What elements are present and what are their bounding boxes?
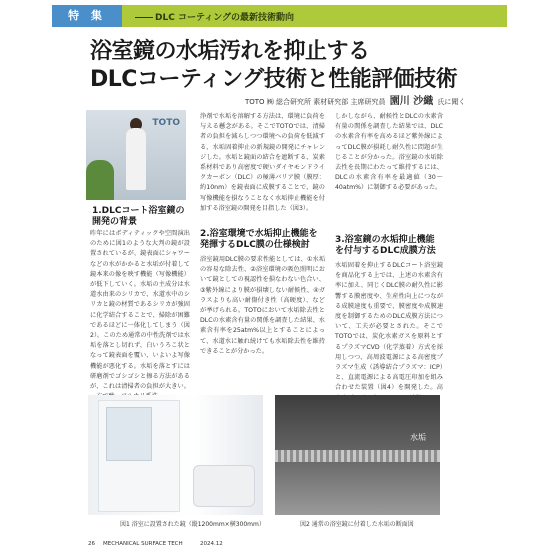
header-rule-left [135, 17, 153, 18]
bathtub-shape [193, 465, 255, 507]
section-heading-1: 1.DLCコート浴室鏡の開発の背景 [92, 206, 185, 227]
figure-1-bathroom-mirror [88, 395, 263, 515]
byline-suffix: 氏に聞く [437, 98, 466, 106]
feature-tag: 特 集 [52, 5, 122, 27]
byline [245, 92, 465, 107]
issue-date: 2024.12 [200, 541, 223, 547]
section-heading-3: 3.浴室鏡の水垢抑止機能を付与するDLC成膜方法 [335, 235, 436, 256]
body-column-3b [335, 261, 443, 392]
scale-layer-shape [275, 450, 440, 462]
page-number: 26 [88, 541, 95, 547]
person-shape [126, 128, 146, 190]
article-title-line1: 浴室鏡の水垢汚れを抑止する [90, 39, 370, 64]
mirror-shape [106, 407, 152, 461]
byline-name: 園川 沙織 [389, 96, 434, 107]
series-title: DLC コーティングの最新技術動向 [155, 13, 295, 23]
body-paragraph: 浴室鏡用DLC膜の要求性能としては、①水垢の容易な除去性、②浴室環境の吸色照明において鏡としての視認性を損なわない色合い、③紫外線により膜が損壊しない耐候性、④ガラスよりも高い耐傷付き性（高硬度）、などが挙げられる。TOTOにおいて水垢除去性とDLCの水素含有量の関係を調査した結果、水素含有率を25atm%以上とすることによって、水道水に触れ続けても水垢除去性を維持できることが分かった。 [200, 256, 325, 355]
body-paragraph: 水垢固着を抑止するDLCコート浴室鏡を商品化する上では、上述の水素含有率に加え、同じくDLC膜の耐久性に影響する膜密度や、生産性向上につながる成膜速度も重要で、膜密度や成膜速度を制御するためのDLC成膜方法について、工夫が必要とされた。そこでTOTOでは、炭化水素ガスを原料とするプラズマCVD（化学蒸着）方式を採用しつつ、高周波電源による高密度プラズマ生成（誘導結合プラズマ：ICP）と、直流電源による高電圧印加を組み合わせた装置（図4）を開発した。高 [335, 262, 443, 392]
figure-2-scale-cross-section [275, 395, 440, 515]
photo-logo: TOTO [152, 118, 180, 128]
body-paragraph: 浄剤で水垢を溶解する方法は、環境に負荷を与える懸念がある。そこでTOTOでは、清掃者の負担を減らしつつ環境への負荷を低減する、水垢固着抑止の新規鏡の開発にチャレンジした。水垢と鏡面の結合を遮断する、炭素系材料であり高密度で硬いダイヤモンドライクカーボン（DLC）の極薄バリア膜（膜厚：約10nm）を鏡表面に成膜することで、鏡の写像機能を損なうことなく水垢抑止機能を付加する浴室鏡の開発を目指した（図3）。 [200, 113, 325, 212]
figure-2-label: 水垢 [410, 433, 426, 442]
body-column-1 [90, 229, 190, 391]
plant-shape [86, 160, 114, 200]
body-paragraph: 昨年にはポディティックや空間演出のために図1のような大判の鏡が設置されているが、鏡表面にシャワーなどの水がかかると水垢が付着して鏡本来の像を映す機能（写像機能）が低下していく。水垢の主成分は水道水由来のシリカで、水道水中のシリカと鏡の材質であるシリカが強固に化学結合することで、掃除が困難であるほどに一体化してしまう（図2）。このため通常の中性洗剤では水垢を落とし切れず、白いうろこ状となって鏡表面を覆い、いよいよ写像機能が悪化する。水垢を落とすには研磨剤でゴシゴシと擦る方法があるが、これは清掃者の負担が大きい。 [90, 230, 190, 391]
magazine-name: MECHANICAL SURFACE TECH [103, 541, 183, 547]
section-heading-2: 2.浴室環境で水垢抑止機能を発揮するDLC膜の仕様検討 [200, 229, 318, 250]
body-paragraph: しかしながら、耐候性とDLCの水素含有量の関係を調査した結果では、DLCの水素含有率を高めるほど紫外線によってDLC膜が損耗し耐久性に問題が生じることが分かった。浴室鏡の水垢除去性を長期にわたって維持するには、DLCの水素含有率を最適値（30〜40atm%）に制御する必要があった。 [335, 113, 443, 192]
article-title-line2: DLCコーティング技術と性能評価技術 [90, 67, 458, 92]
byline-affiliation: TOTO ㈱ 総合研究所 素材研究部 主席研究員 [245, 98, 386, 106]
body-column-2a [200, 112, 325, 222]
portrait-photo [86, 110, 186, 200]
body-column-3a [335, 112, 443, 230]
figure-2-caption: 図2 通常の浴室鏡に付着した水垢の断面図 [300, 521, 414, 528]
body-column-2b [200, 255, 325, 385]
figure-1-caption: 図1 浴室に設置された鏡（縦1200mm×横300mm） [120, 521, 265, 528]
